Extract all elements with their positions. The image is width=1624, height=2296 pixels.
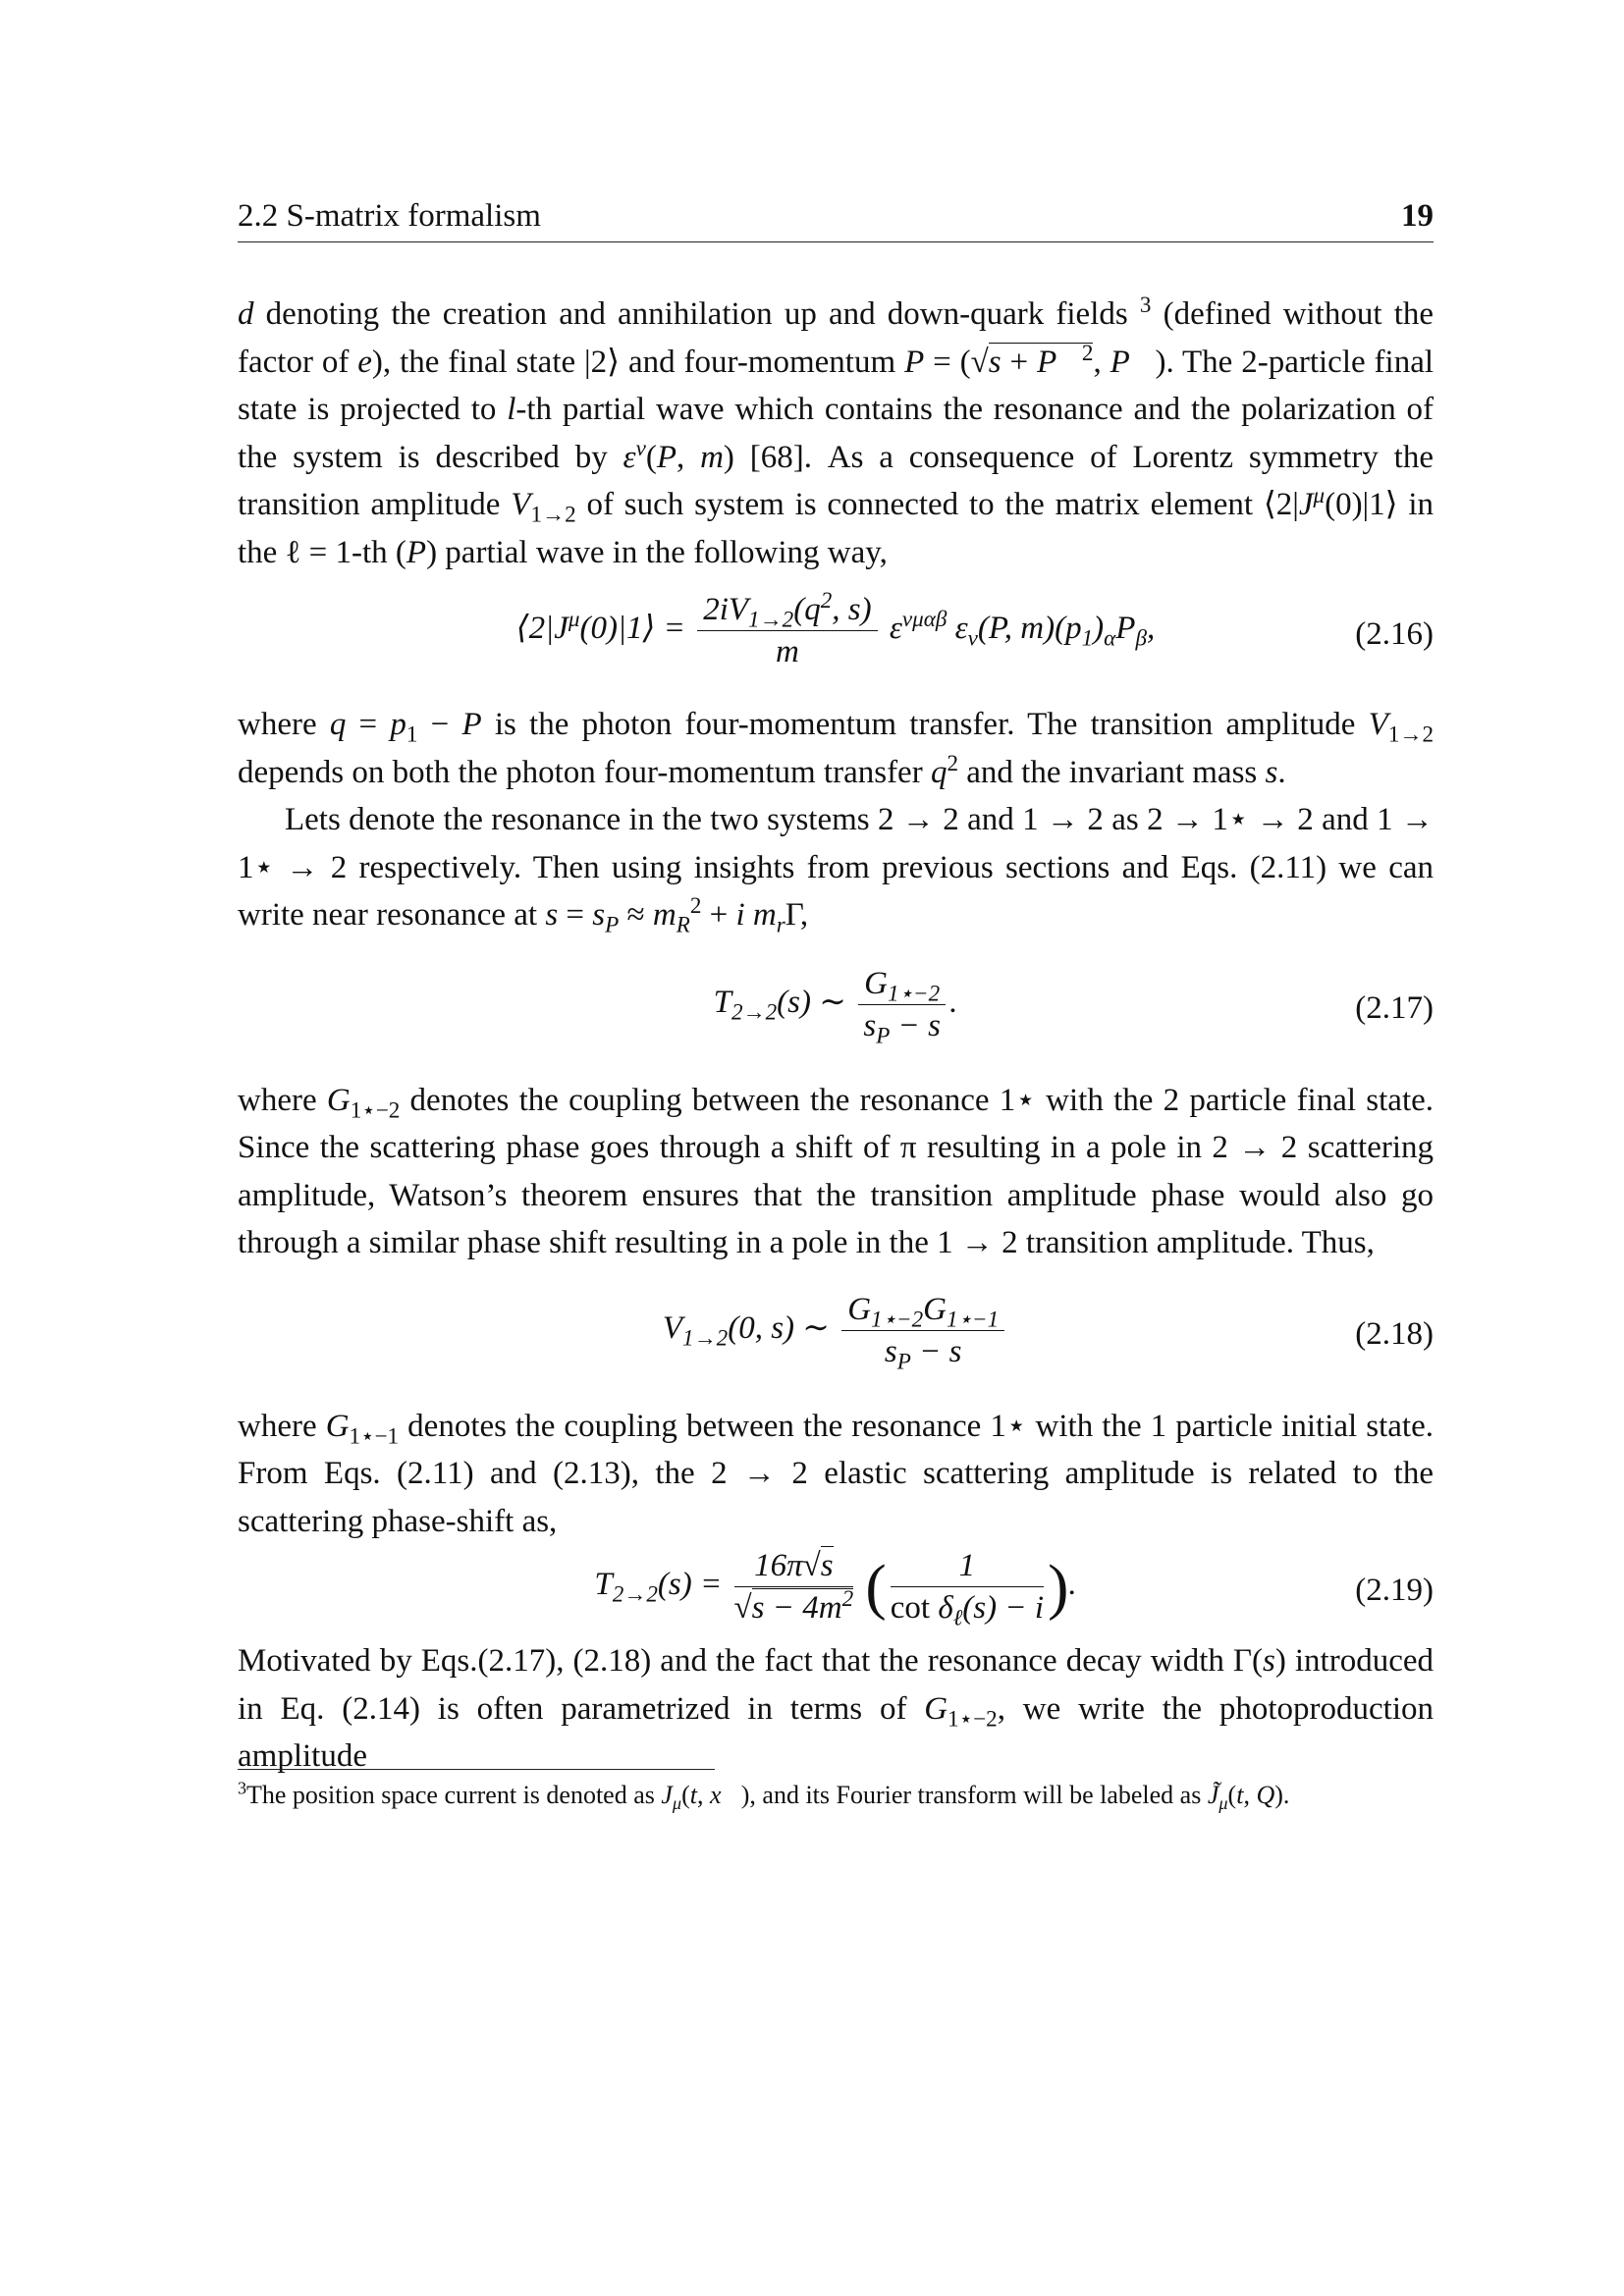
paragraph-5: where $G_{1⋆-1}$ denotes the coupling between the resonance 1⋆ with the 1 particle initial state. From Eqs. (2.11) and (2.13), the 2 → 2 elastic scattering amplitude is related to the scattering phase-shift as, bbox=[238, 1408, 1434, 1539]
page-number: 19 bbox=[1401, 198, 1434, 234]
running-header bbox=[238, 194, 1434, 242]
paragraph-6: Motivated by Eqs.(2.17), (2.18) and the fact that the resonance decay width Γ(s) introduced in Eq. (2.14) is often parametrized in terms of $G_{1⋆-2}$, we write the photoproduction amplitude bbox=[238, 1643, 1435, 1774]
equation-number: (2.16) bbox=[1355, 616, 1434, 652]
paragraph-1: d denoting the creation and annihilation up and down-quark fields $^3$ (defined without the factor of e), the final state |2⟩ and four-momentum P = (√s + P⃗$^2$, P⃗). The 2-particle final state is projected to l-th partial wave which contains the resonance and the polarization of the system is described by $\varepsilon^\nu(P$, m) [68]. As a consequence of Lorentz symmetry the transition amplitude $V_{1\to 2}$ of such system is connected to the matrix element $⟨2|J^\mu(0)|1⟩$ in the ℓ = 1-th (P) partial wave in the following way, bbox=[238, 292, 1435, 570]
footnote-mark: 3 bbox=[238, 1778, 246, 1798]
paragraph-2: where $q = p_1 - P$ is the photon four-momentum transfer. The transition amplitude $V_{1\to 2}$ depends on both the photon four-momentum transfer $q^2$ and the invariant mass s. bbox=[238, 707, 1435, 790]
paragraph-3: Lets denote the resonance in the two systems 2 → 2 and 1 → 2 as 2 → 1⋆ → 2 and 1 → 1⋆ → 2 respectively. Then using insights from previous sections and Eqs. (2.11) we can write near resonance at $s = s_P \approx m_R^2 + i$ $m_r\Gamma$, bbox=[238, 802, 1434, 937]
footnote-ref[interactable]: 3 bbox=[1139, 292, 1152, 317]
equation-number: (2.19) bbox=[1355, 1573, 1434, 1608]
equation-2-17: $T_{2\to 2}(s)$ ∼ $\frac{G_{1⋆-2}}{s_P - s}$ . (2.17) bbox=[238, 963, 1434, 1057]
equation-2-18: $V_{1\to 2}(0$, s) ∼ $\frac{G_{1⋆-2}G_{1⋆-1}}{s_P - s}$ (2.18) bbox=[238, 1289, 1434, 1383]
equation-number: (2.17) bbox=[1355, 989, 1434, 1026]
equation-2-16: $⟨2|J^\mu(0)|1⟩$ = $\frac{2iV_{1\to 2}(q^2, s)}{m}$ $\varepsilon^{\nu\mu\alpha\beta}$ $\varepsilon_\nu(P$, $m)(p_1)_\alpha P_\beta$, (2.16) bbox=[515, 587, 1434, 669]
main-text bbox=[238, 291, 1434, 1781]
footnote-rule bbox=[238, 1769, 715, 1770]
footnote: $^3$The position space current is denoted as $J_\mu(t$, x⃗), and its Fourier transform will be labeled as $J̃_\mu(t$, Q). bbox=[238, 1778, 1290, 1814]
equation-2-19: $T_{2\to 2}(s)$ = $\frac{16\pi√s}{√s - 4m^2}$ ( $\frac{1}{\cot \delta_\ell(s) - i}$ ). (2.19) bbox=[238, 1545, 1434, 1631]
equation-number: (2.18) bbox=[1355, 1315, 1434, 1352]
paragraph-4: where $G_{1⋆-2}$ denotes the coupling between the resonance 1⋆ with the 2 particle final state. Since the scattering phase goes through a shift of π resulting in a pole in 2 → 2 scattering amplitude, Watson’s theorem ensures that the transition amplitude phase would also go through a similar phase shift resulting in a pole in the 1 → 2 transition amplitude. Thus, bbox=[238, 1082, 1435, 1260]
section-title: 2.2 S-matrix formalism bbox=[238, 198, 541, 234]
